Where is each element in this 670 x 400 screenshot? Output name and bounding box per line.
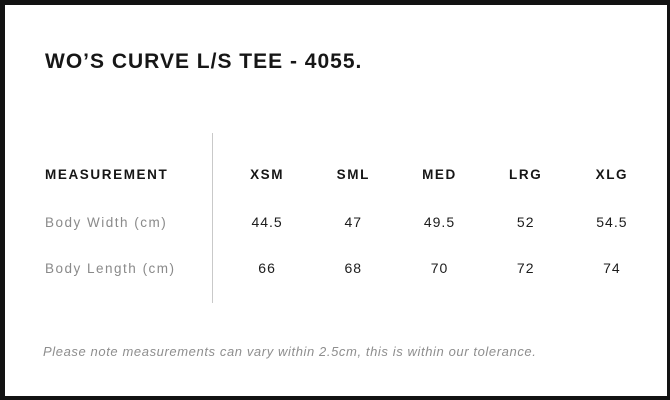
size-header-sml: SML bbox=[336, 166, 370, 182]
measurement-column-header: MEASUREMENT bbox=[45, 166, 169, 182]
body-length-xsm: 66 bbox=[258, 260, 276, 276]
table-row-body-length bbox=[45, 259, 655, 277]
body-width-lrg: 52 bbox=[516, 214, 535, 230]
row-label-body-length: Body Length (cm) bbox=[45, 260, 176, 276]
size-header-xlg: XLG bbox=[595, 166, 629, 182]
size-table-header-row bbox=[45, 165, 655, 183]
body-length-med: 70 bbox=[430, 260, 449, 276]
body-width-sml: 47 bbox=[344, 214, 363, 230]
body-width-med: 49.5 bbox=[423, 214, 456, 230]
body-width-xlg: 54.5 bbox=[596, 214, 628, 230]
body-length-xlg: 74 bbox=[603, 260, 621, 276]
tolerance-note: Please note measurements can vary within 2.5cm, this is within our tolerance. bbox=[43, 344, 537, 359]
table-row-body-width bbox=[45, 213, 655, 231]
body-width-xsm: 44.5 bbox=[251, 214, 283, 230]
body-length-lrg: 72 bbox=[516, 260, 535, 276]
size-header-med: MED bbox=[422, 166, 457, 182]
size-header-xsm: XSM bbox=[250, 166, 285, 182]
product-title: WO’S CURVE L/S TEE - 4055. bbox=[45, 50, 363, 73]
body-length-sml: 68 bbox=[344, 260, 363, 276]
size-header-lrg: LRG bbox=[509, 166, 543, 182]
row-label-body-width: Body Width (cm) bbox=[45, 214, 168, 230]
